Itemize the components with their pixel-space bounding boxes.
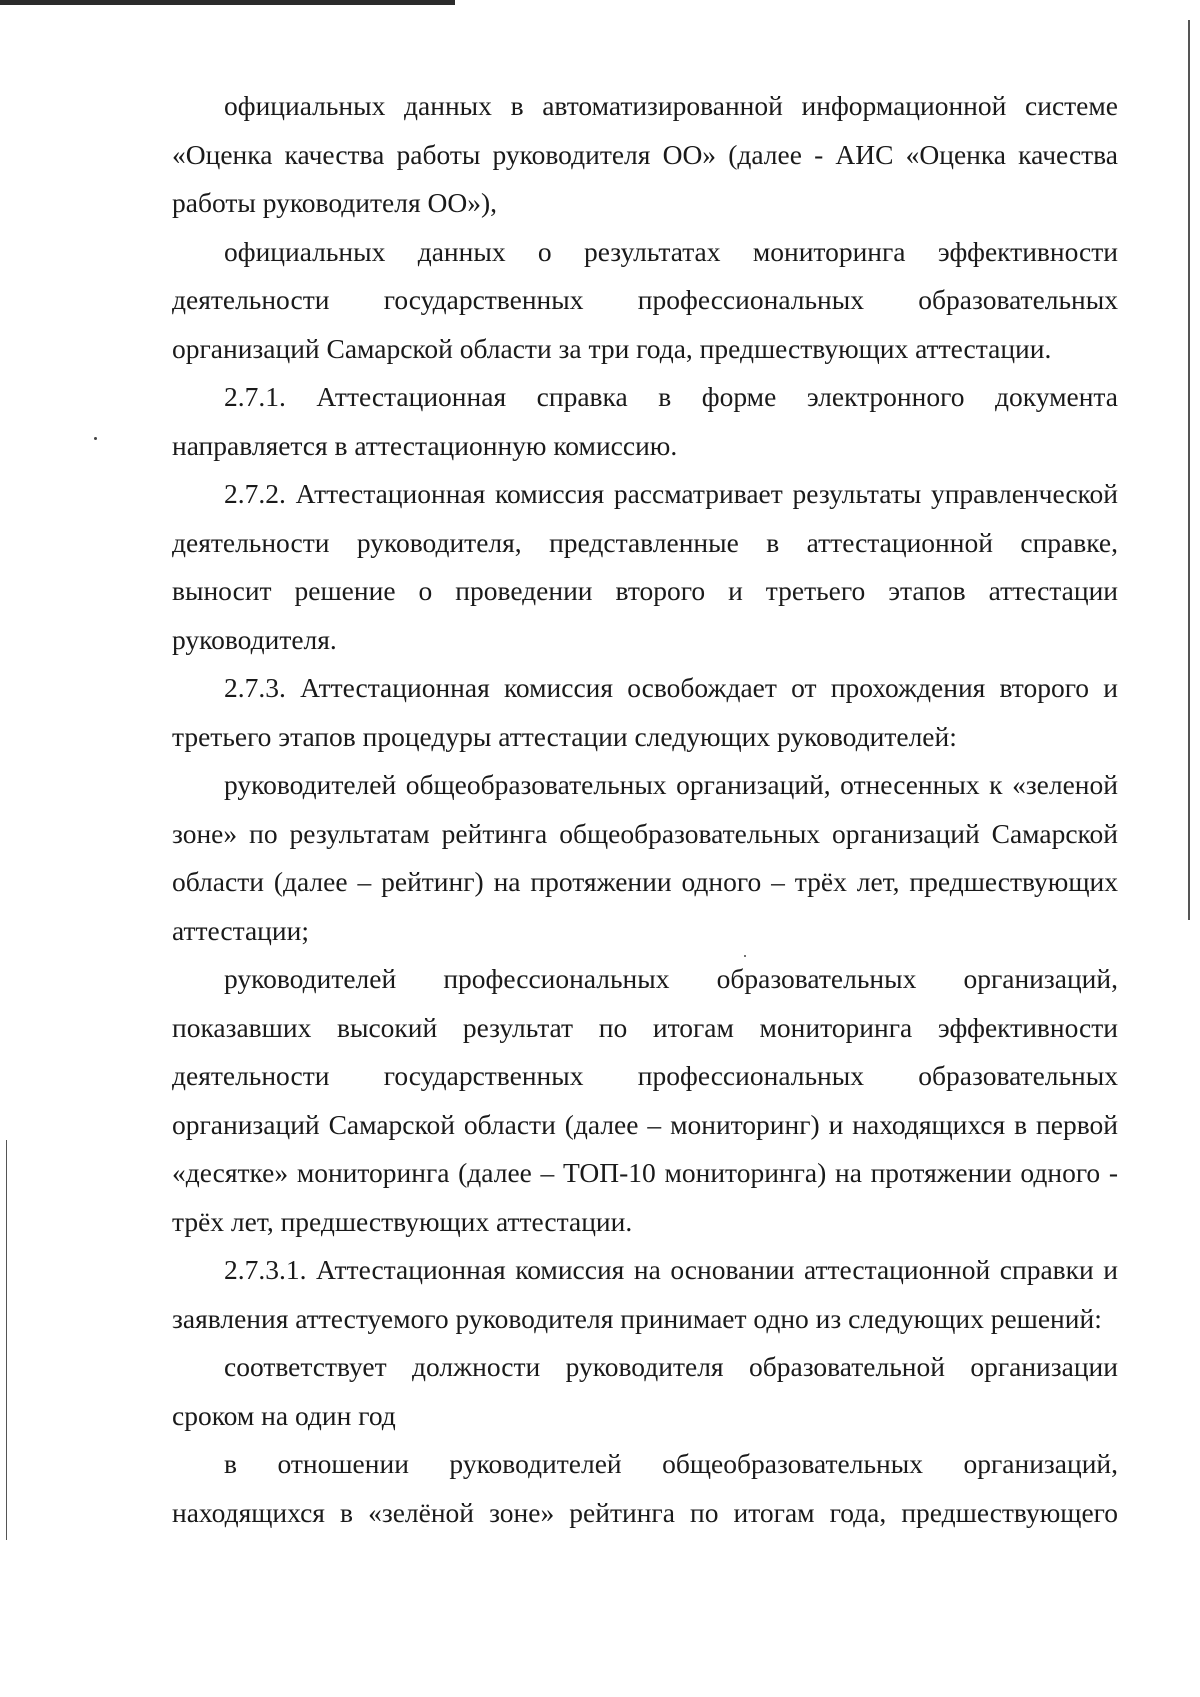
scan-top-rule <box>0 0 455 5</box>
paragraph: 2.7.1. Аттестационная справка в форме электронного документа направляется в аттестационную комиссию. <box>172 381 1118 461</box>
scan-speck <box>94 437 97 440</box>
paragraph: 2.7.3.1. Аттестационная комиссия на основании аттестационной справки и заявления аттестуемого руководителя принимает одно из следующих решений: <box>172 1254 1118 1334</box>
paragraph: официальных данных в автоматизированной информационной системе «Оценка качества работы руководителя ОО» (далее - АИС «Оценка качества работы руководителя ОО»), <box>172 90 1118 218</box>
scan-left-edge <box>6 1140 7 1540</box>
paragraph: 2.7.3. Аттестационная комиссия освобождает от прохождения второго и третьего этапов процедуры аттестации следующих руководителей: <box>172 672 1118 752</box>
paragraph: руководителей профессиональных образовательных организаций, показавших высокий результат по итогам мониторинга эффективности деятельности государственных профессиональных образовательных организаций Самарской области (далее – мониторинг) и находящихся в первой «десятке» мониторинга (далее – ТОП-10 мониторинга) на протяжении одного - трёх лет, предшествующих аттестации. <box>172 963 1118 1237</box>
paragraph: соответствует должности руководителя образовательной организации сроком на один год <box>172 1351 1118 1431</box>
paragraph: 2.7.2. Аттестационная комиссия рассматривает результаты управленческой деятельности руководителя, представленные в аттестационной справке, выносит решение о проведении второго и третьего этапов аттестации руководителя. <box>172 478 1118 655</box>
document-body <box>172 82 1118 1537</box>
paragraph: официальных данных о результатах мониторинга эффективности деятельности государственных профессиональных образовательных организаций Самарской области за три года, предшествующих аттестации. <box>172 235 1118 364</box>
scan-right-edge <box>1188 20 1190 920</box>
paragraph: в отношении руководителей общеобразовательных организаций, находящихся в «зелёной зоне» рейтинга по итогам года, предшествующего <box>172 1448 1118 1528</box>
paragraph: руководителей общеобразовательных организаций, отнесенных к «зеленой зоне» по результатам рейтинга общеобразовательных организаций Самарской области (далее – рейтинг) на протяжении одного – трёх лет, предшествующих аттестации; <box>172 769 1118 946</box>
